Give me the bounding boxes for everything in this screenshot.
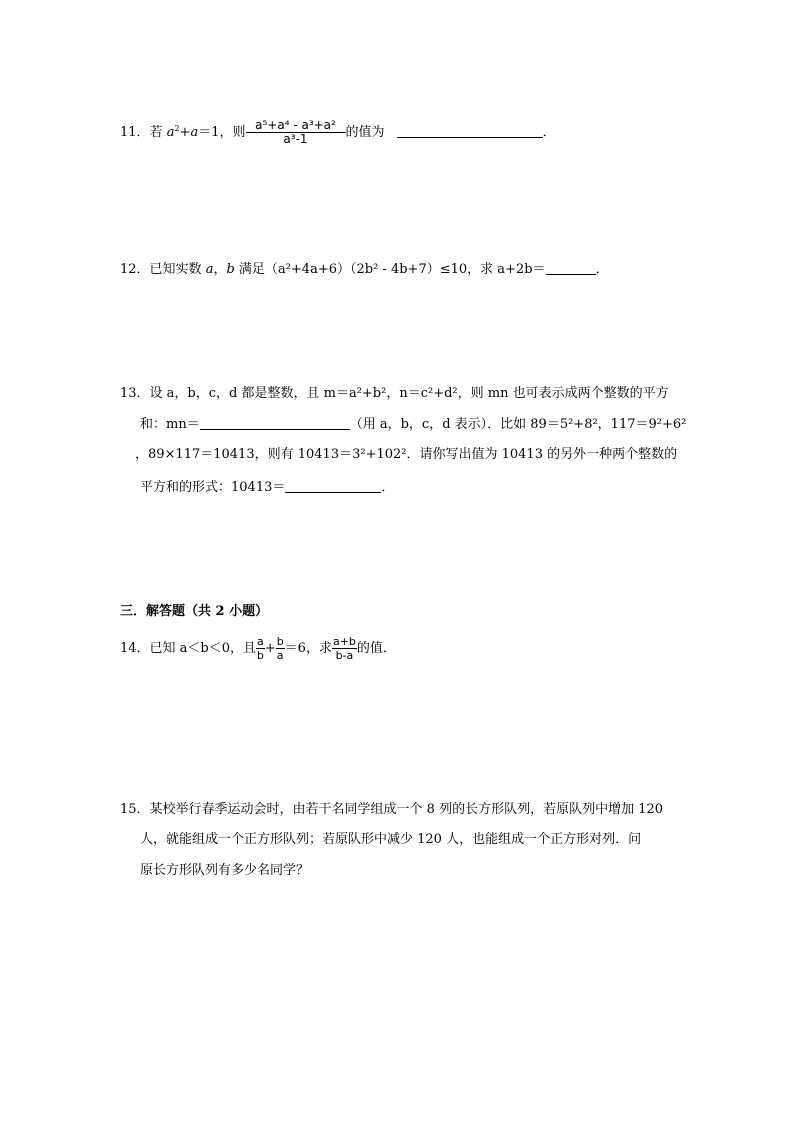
question-number: 14． [120, 641, 150, 656]
question-text: 若 [149, 125, 167, 140]
variable-a: a [205, 262, 214, 277]
answer-blank[interactable] [200, 415, 350, 430]
variable-a: a [190, 125, 199, 140]
question-text: 已知实数 [149, 262, 206, 277]
question-15-line-3: 原长方形队列有多少名同学？ [140, 863, 310, 878]
comma: ， [213, 262, 227, 277]
question-11 [120, 116, 556, 150]
section-heading: 三．解答题（共 2 小题） [120, 604, 269, 619]
question-14 [120, 632, 396, 666]
fraction [256, 635, 265, 662]
question-text: ，89×117＝10413，则有 10413＝3²+102²．请你写出值为 10413 的另外一种两个整数的 [135, 447, 678, 462]
question-text: 的值． [356, 641, 396, 656]
period: ． [542, 125, 556, 140]
fraction-numerator: a [257, 635, 264, 648]
fraction-denominator: a³-1 [283, 132, 308, 146]
plus-sign: + [179, 125, 191, 140]
fraction-denominator: a [276, 649, 284, 662]
question-text: 平方和的形式：10413＝ [140, 480, 286, 495]
fraction-denominator: b-a [335, 649, 354, 662]
question-number: 12． [120, 262, 150, 277]
expression: 2b² - 4b+7 [356, 262, 427, 277]
fraction [332, 635, 357, 662]
expression: a²+4a+6 [277, 262, 337, 277]
equals-sign: ＝ [532, 262, 546, 277]
question-number: 11． [120, 125, 150, 140]
period: ． [595, 262, 609, 277]
question-text: 的值为 [345, 125, 385, 140]
fraction [276, 635, 285, 662]
answer-blank[interactable] [285, 478, 381, 493]
question-text: ＝1，则 [198, 125, 246, 140]
question-text: 满足（ [234, 262, 278, 277]
plus-sign: + [264, 641, 276, 656]
fraction-numerator: a+b [332, 635, 356, 648]
question-text: ）（ [336, 262, 357, 277]
period: ． [381, 480, 395, 495]
question-15-line-2: 人，就能组成一个正方形队列；若原队形中减少 120 人，也能组成一个正方形对列．问 [140, 832, 642, 847]
question-text: 设 a，b，c，d 都是整数，且 m＝a²+b²，n＝c²+d²，则 mn 也可表示成两个整数的平方 [149, 386, 669, 401]
fraction-numerator: b [276, 635, 284, 648]
question-13-line-1 [120, 385, 669, 403]
fraction-denominator: b [256, 649, 264, 662]
answer-blank[interactable] [397, 123, 543, 138]
question-13-line-2 [140, 415, 686, 434]
question-text: （用 a，b，c，d 表示）．比如 89＝5²+8²，117＝9²+6² [349, 417, 687, 432]
variable-b: b [226, 262, 235, 277]
question-13-line-3 [135, 446, 677, 464]
exponent: 2 [174, 124, 180, 133]
question-text: ＝6，求 [284, 641, 332, 656]
question-text: 和：mn＝ [140, 417, 200, 432]
question-text: 已知 a＜b＜0，且 [149, 641, 257, 656]
question-12 [120, 260, 609, 279]
fraction [246, 119, 346, 146]
question-text: ）≤10，求 [426, 262, 498, 277]
answer-blank[interactable] [546, 260, 596, 275]
fraction-numerator: a⁵+a⁴ - a³+a² [246, 119, 346, 133]
question-15-line-1: 15．某校举行春季运动会时，由若干名同学组成一个 8 列的长方形队列，若原队列中增加 120 [120, 802, 664, 817]
variable-a: a [166, 125, 175, 140]
question-13-line-4 [140, 478, 394, 497]
question-number: 13． [120, 386, 150, 401]
expression: a+2b [497, 262, 533, 277]
